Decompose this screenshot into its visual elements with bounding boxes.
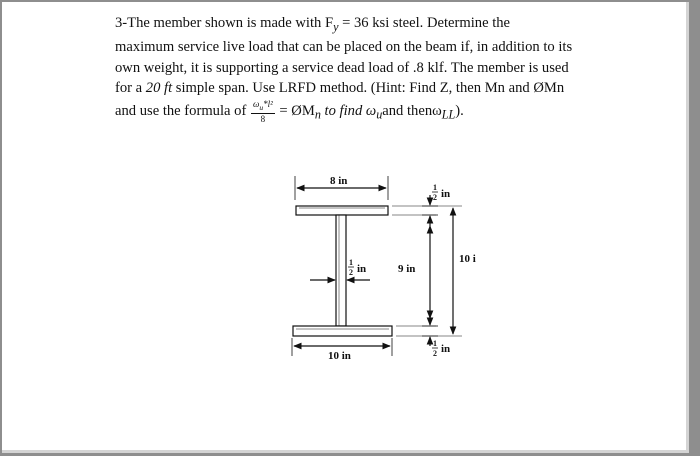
svg-text:in: in — [357, 263, 367, 275]
svg-text:2: 2 — [433, 193, 437, 202]
bottom-flange — [293, 326, 392, 336]
bottom-flange-width-label: 10 in — [328, 350, 351, 362]
moment-formula-fraction: $\frac{\omega_u*l^2}{8}$ — [252, 98, 273, 124]
svg-text:1: 1 — [349, 258, 353, 267]
svg-text:2: 2 — [433, 349, 437, 358]
total-depth-label: 10 i — [459, 253, 476, 265]
bottom-flange-thickness-label — [432, 339, 450, 358]
svg-text:2: 2 — [349, 268, 353, 277]
web-thickness-label — [348, 258, 366, 277]
top-flange-width-label: 8 in — [330, 175, 348, 187]
problem-line-2: maximum service live load that can be placed on the beam if, in addition to its — [115, 39, 573, 56]
svg-text:1: 1 — [433, 183, 437, 192]
problem-line-4: for a 20 ft simple span. Use LRFD method. (Hint: Find Z, then Mn and ØMn — [115, 80, 565, 97]
problem-line-3: own weight, it is supporting a service dead load of .8 klf. The member is used — [115, 59, 569, 76]
web — [336, 215, 346, 326]
web-height-label: 9 in — [398, 263, 416, 275]
svg-text:1: 1 — [433, 339, 437, 348]
problem-line-1: 3-The member shown is made with $F_y = 36$ ksi steel. Determine the — [115, 15, 511, 34]
top-flange-thickness-label — [432, 183, 450, 202]
top-flange — [296, 206, 388, 215]
svg-text:in: in — [441, 188, 451, 200]
problem-line-5: and use the formula of $\frac{\omega_u*l^2}{8}$ = $ØM_n$ to find $\omega_uand$ thenω$_{LL}$). — [115, 98, 464, 124]
svg-text:in: in — [441, 343, 451, 355]
